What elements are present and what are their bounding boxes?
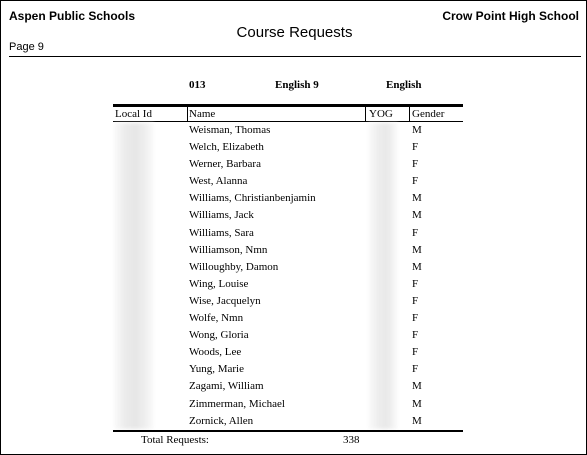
student-name: Weisman, Thomas bbox=[189, 124, 271, 136]
table-row bbox=[1, 328, 587, 345]
student-gender: F bbox=[412, 329, 419, 342]
school-name: Crow Point High School bbox=[442, 9, 579, 23]
table-row bbox=[1, 311, 587, 328]
table-bottom-rule bbox=[113, 430, 463, 432]
student-gender: M bbox=[412, 124, 422, 136]
student-name: Wing, Louise bbox=[189, 277, 249, 290]
student-name: Welch, Elizabeth bbox=[189, 141, 264, 154]
student-gender: F bbox=[412, 277, 419, 290]
column-divider bbox=[409, 106, 410, 122]
column-divider bbox=[365, 106, 366, 122]
student-name: Williams, Jack bbox=[189, 209, 254, 222]
student-name: Zornick, Allen bbox=[189, 414, 254, 427]
student-list bbox=[1, 123, 587, 431]
table-row bbox=[1, 397, 587, 414]
table-row bbox=[1, 294, 587, 311]
student-gender: M bbox=[412, 380, 422, 393]
report-title: Course Requests bbox=[236, 24, 353, 41]
student-name: Werner, Barbara bbox=[189, 158, 261, 171]
table-row bbox=[1, 260, 587, 277]
column-header-local-id: Local Id bbox=[115, 108, 152, 120]
student-name: Wong, Gloria bbox=[189, 329, 249, 342]
student-name: Williams, Sara bbox=[189, 226, 254, 239]
student-gender: M bbox=[412, 192, 422, 205]
student-name: West, Alanna bbox=[189, 175, 248, 188]
table-row bbox=[1, 362, 587, 379]
student-name: Yung, Marie bbox=[189, 363, 244, 376]
student-name: Williams, Christianbenjamin bbox=[189, 192, 316, 205]
column-header-name: Name bbox=[189, 108, 216, 120]
student-name: Wise, Jacquelyn bbox=[189, 294, 261, 307]
section-number: 013 bbox=[189, 79, 206, 91]
table-row bbox=[1, 277, 587, 294]
student-gender: M bbox=[412, 397, 422, 410]
organization-name: Aspen Public Schools bbox=[9, 9, 136, 23]
table-row bbox=[1, 157, 587, 174]
student-gender: F bbox=[412, 226, 419, 239]
table-row bbox=[1, 226, 587, 243]
total-requests-value: 338 bbox=[343, 434, 360, 446]
table-row bbox=[1, 191, 587, 208]
header-divider bbox=[9, 56, 581, 57]
table-row bbox=[1, 123, 587, 140]
student-gender: M bbox=[412, 260, 422, 273]
student-name: Wolfe, Nmn bbox=[189, 312, 244, 325]
table-header-rule bbox=[113, 121, 463, 122]
student-gender: M bbox=[412, 209, 422, 222]
column-header-gender: Gender bbox=[412, 108, 445, 120]
column-header-yog: YOG bbox=[369, 108, 393, 120]
student-gender: F bbox=[412, 312, 419, 325]
table-row bbox=[1, 174, 587, 191]
student-name: Zimmerman, Michael bbox=[189, 397, 285, 410]
student-gender: F bbox=[412, 294, 419, 307]
table-top-rule bbox=[113, 104, 463, 107]
student-name: Zagami, William bbox=[189, 380, 264, 393]
course-name: English 9 bbox=[275, 79, 319, 91]
column-divider bbox=[187, 106, 188, 122]
table-row bbox=[1, 414, 587, 431]
student-gender: M bbox=[412, 414, 422, 427]
student-name: Williamson, Nmn bbox=[189, 243, 268, 256]
student-name: Willoughby, Damon bbox=[189, 260, 279, 273]
table-row bbox=[1, 345, 587, 362]
table-row bbox=[1, 140, 587, 157]
student-gender: F bbox=[412, 141, 419, 154]
student-gender: M bbox=[412, 243, 422, 256]
table-row bbox=[1, 379, 587, 396]
page-number: Page 9 bbox=[9, 41, 44, 53]
table-row bbox=[1, 208, 587, 225]
student-gender: F bbox=[412, 363, 419, 376]
student-gender: F bbox=[412, 175, 419, 188]
student-gender: F bbox=[412, 346, 419, 359]
department-name: English bbox=[386, 79, 422, 91]
student-name: Woods, Lee bbox=[189, 346, 242, 359]
total-requests-label: Total Requests: bbox=[141, 434, 209, 446]
table-row bbox=[1, 243, 587, 260]
student-gender: F bbox=[412, 158, 419, 171]
